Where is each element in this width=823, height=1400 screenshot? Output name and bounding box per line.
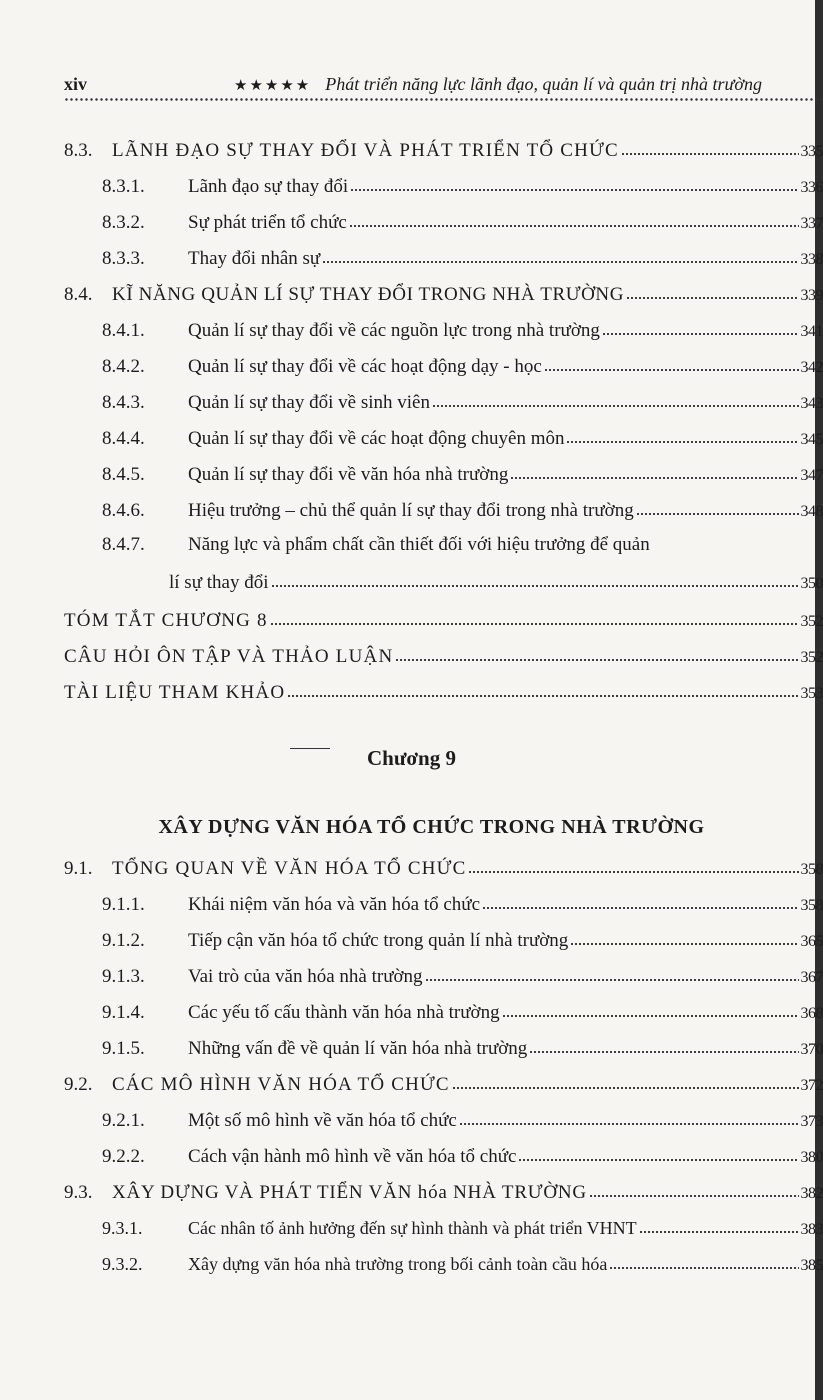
entry-title: Sự phát triển tổ chức	[188, 212, 347, 233]
entry-number: 9.3.2.	[102, 1254, 143, 1274]
entry-number: 8.4.3.	[102, 392, 145, 413]
toc-entry-references	[64, 680, 823, 716]
entry-page: 368	[800, 1005, 823, 1022]
entry-page: 370	[800, 1041, 823, 1058]
entry-page: 348	[800, 503, 823, 520]
entry-page: 341	[800, 323, 823, 340]
entry-title: Quản lí sự thay đổi về các hoạt động chuyên môn	[188, 428, 565, 449]
entry-number: 8.4.5.	[102, 464, 145, 485]
entry-number: 9.3.	[64, 1182, 93, 1203]
entry-title: Quản lí sự thay đổi về các nguồn lực trong nhà trường	[188, 320, 600, 341]
entry-title: Thay đổi nhân sự	[188, 248, 321, 269]
entry-number: 9.1.2.	[102, 930, 145, 951]
toc-entry-subsection-continued	[169, 570, 823, 606]
entry-title: Hiệu trưởng – chủ thể quản lí sự thay đổi trong nhà trường	[188, 500, 634, 521]
entry-page: 367	[800, 969, 823, 986]
entry-page: 380	[800, 1149, 823, 1166]
entry-page: 342	[800, 359, 823, 376]
toc-entry-review-questions	[64, 644, 823, 680]
entry-title: XÂY DỰNG VÀ PHÁT TIỂN VĂN hóa NHÀ TRƯỜNG	[112, 1182, 587, 1203]
entry-title: Quản lí sự thay đổi về sinh viên	[188, 392, 430, 413]
leader-dots	[287, 680, 798, 698]
leader-dots	[529, 1036, 798, 1054]
entry-page: 343	[800, 395, 823, 412]
header-ornament-rule	[64, 97, 823, 107]
entry-title: lí sự thay đổi	[169, 572, 269, 593]
entry-number: 9.3.1.	[102, 1218, 143, 1238]
entry-number: 9.1.1.	[102, 894, 145, 915]
toc-entry-subsection	[102, 1036, 823, 1072]
entry-number: 8.3.	[64, 140, 93, 161]
toc-entry-subsection	[102, 1000, 823, 1036]
entry-number: 8.3.2.	[102, 212, 145, 233]
entry-page: 347	[800, 467, 823, 484]
toc-entry-section	[64, 282, 823, 318]
entry-number: 9.1.5.	[102, 1038, 145, 1059]
leader-dots	[322, 246, 798, 264]
entry-page: 337	[800, 215, 823, 232]
toc-entry-summary	[64, 608, 823, 644]
entry-number: 9.2.	[64, 1074, 93, 1095]
toc-entry-subsection	[102, 174, 823, 210]
entry-page: 353	[800, 685, 823, 702]
entry-page: 345	[800, 431, 823, 448]
toc-entry-subsection	[102, 892, 823, 928]
leader-dots	[395, 644, 798, 662]
toc-entry-subsection-first-line	[102, 534, 823, 564]
leader-dots	[452, 1072, 799, 1090]
entry-title: Quản lí sự thay đổi về văn hóa nhà trường	[188, 464, 509, 485]
toc-entry-subsection	[102, 1144, 823, 1180]
entry-title: Các nhân tố ảnh hưởng đến sự hình thành và phát triển VHNT	[188, 1218, 637, 1238]
chapter-title: XÂY DỰNG VĂN HÓA TỔ CHỨC TRONG NHÀ TRƯỜNG	[158, 816, 705, 838]
entry-title: Cách vận hành mô hình về văn hóa tổ chức	[188, 1146, 517, 1167]
entry-title: Vai trò của văn hóa nhà trường	[188, 966, 423, 987]
entry-page: 372	[800, 1077, 823, 1094]
entry-number: 8.4.4.	[102, 428, 145, 449]
toc-entry-section	[64, 1072, 823, 1108]
leader-dots	[566, 426, 798, 444]
entry-title: CÂU HỎI ÔN TẬP VÀ THẢO LUẬN	[64, 646, 394, 667]
chapter-label: Chương 9	[366, 746, 456, 770]
entry-number: 9.1.4.	[102, 1002, 145, 1023]
leader-dots	[459, 1108, 799, 1126]
page-folio: xiv	[64, 74, 88, 94]
leader-dots	[510, 462, 798, 480]
running-title-text: Phát triển năng lực lãnh đạo, quản lí và quản trị nhà trường	[325, 74, 762, 94]
entry-page: 385	[800, 1257, 823, 1274]
leader-dots	[639, 1216, 799, 1234]
entry-page: 358	[800, 861, 823, 878]
entry-page: 382	[800, 1185, 823, 1202]
leader-dots	[468, 856, 798, 874]
entry-title: Khái niệm văn hóa và văn hóa tổ chức	[188, 894, 481, 915]
entry-number: 8.4.6.	[102, 500, 145, 521]
entry-title: TÓM TẮT CHƯƠNG 8	[64, 610, 268, 631]
leader-dots	[518, 1144, 798, 1162]
entry-page: 352	[800, 649, 823, 666]
leader-dots	[270, 608, 799, 626]
toc-entry-subsection	[102, 426, 823, 462]
toc-entry-subsection	[102, 390, 823, 426]
toc-entry-section	[64, 856, 823, 892]
leader-dots	[482, 892, 798, 910]
leader-dots	[609, 1252, 798, 1270]
entry-page: 339	[800, 287, 823, 304]
entry-number: 8.4.7.	[102, 534, 145, 555]
entry-title: Quản lí sự thay đổi về các hoạt động dạy - học	[188, 356, 542, 377]
entry-title: Xây dựng văn hóa nhà trường trong bối cảnh toàn cầu hóa	[188, 1254, 608, 1274]
toc-entry-subsection	[102, 462, 823, 498]
toc-entry-subsection	[102, 246, 823, 282]
toc-entry-section	[64, 1180, 823, 1216]
entry-title: Một số mô hình về văn hóa tổ chức	[188, 1110, 457, 1131]
toc-entry-subsection	[102, 1252, 823, 1288]
leader-dots	[349, 210, 799, 228]
leader-dots	[621, 138, 799, 156]
toc-entry-subsection	[102, 498, 823, 534]
entry-title: CÁC MÔ HÌNH VĂN HÓA TỔ CHỨC	[112, 1074, 450, 1095]
leader-dots	[432, 390, 799, 408]
entry-page: 365	[800, 933, 823, 950]
toc-entry-subsection	[102, 964, 823, 1000]
entry-number: 9.2.1.	[102, 1110, 145, 1131]
toc-entry-subsection	[102, 1108, 823, 1144]
entry-page: 338	[800, 251, 823, 268]
entry-title: LÃNH ĐẠO SỰ THAY ĐỔI VÀ PHÁT TRIỂN TỔ CHỨC	[112, 140, 619, 161]
leader-dots	[271, 570, 799, 588]
entry-page: 373	[800, 1113, 823, 1130]
entry-page: 335	[800, 143, 823, 160]
entry-title-line1: Năng lực và phẩm chất cần thiết đối với hiệu trưởng để quản	[188, 534, 650, 555]
entry-number: 8.3.3.	[102, 248, 145, 269]
leader-dots	[544, 354, 799, 372]
entry-title: Tiếp cận văn hóa tổ chức trong quản lí nhà trường	[188, 930, 569, 951]
entry-title: Các yếu tố cấu thành văn hóa nhà trường	[188, 1002, 500, 1023]
toc-entry-subsection	[102, 354, 823, 390]
leader-dots	[350, 174, 798, 192]
entry-title: Lãnh đạo sự thay đổi	[188, 176, 349, 197]
leader-dots	[636, 498, 799, 516]
entry-number: 9.1.3.	[102, 966, 145, 987]
entry-page: 352	[800, 613, 823, 630]
toc-entry-subsection	[102, 210, 823, 246]
entry-page: 350	[800, 575, 823, 592]
entry-page: 383	[800, 1221, 823, 1238]
toc-entry-section	[64, 138, 823, 174]
toc-entry-subsection	[102, 928, 823, 964]
entry-number: 8.3.1.	[102, 176, 145, 197]
toc-entry-subsection	[102, 318, 823, 354]
toc-entry-subsection	[102, 1216, 823, 1252]
entry-page: 336	[800, 179, 823, 196]
entry-number: 8.4.	[64, 284, 93, 305]
leader-dots	[626, 282, 798, 300]
entry-number: 9.2.2.	[102, 1146, 145, 1167]
leader-dots	[589, 1180, 799, 1198]
running-title	[234, 74, 762, 95]
leader-dots	[602, 318, 799, 336]
entry-number: 8.4.1.	[102, 320, 145, 341]
entry-title: TÀI LIỆU THAM KHẢO	[64, 682, 286, 703]
entry-number: 9.1.	[64, 858, 93, 879]
entry-page: 358	[800, 897, 823, 914]
entry-number: 8.4.2.	[102, 356, 145, 377]
entry-title: TỔNG QUAN VỀ VĂN HÓA TỔ CHỨC	[112, 858, 467, 879]
leader-dots	[425, 964, 799, 982]
leader-dots	[502, 1000, 799, 1018]
stars-ornament: ★★★★★	[234, 78, 312, 94]
entry-title: Những vấn đề về quản lí văn hóa nhà trường	[188, 1038, 528, 1059]
page-header	[64, 72, 823, 98]
leader-dots	[570, 928, 798, 946]
entry-title: KĨ NĂNG QUẢN LÍ SỰ THAY ĐỔI TRONG NHÀ TRƯỜNG	[112, 284, 625, 305]
